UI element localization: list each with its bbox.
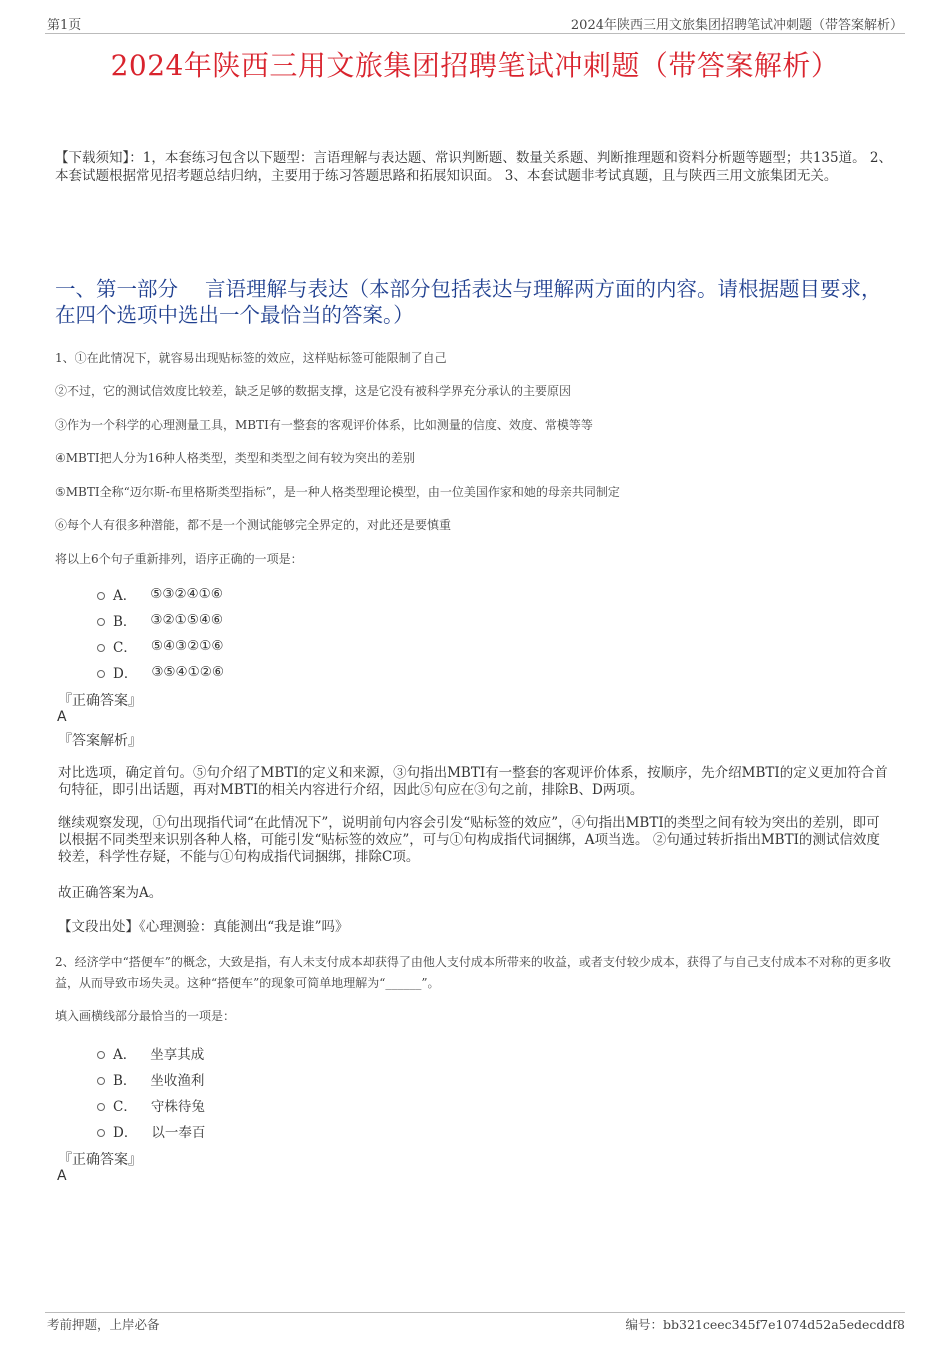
radio-icon[interactable] — [97, 1129, 105, 1137]
option-letter: C． — [113, 640, 137, 656]
q2-option-c[interactable] — [97, 1095, 205, 1115]
option-letter: A． — [113, 1047, 137, 1063]
q2-stem: 2、经济学中“搭便车”的概念，大致是指，有人未支付成本却获得了由他人支付成本所带来的收益，或者支付较少成本，获得了与自己支付成本不对称的更多收益，从而导致市场失灵。这种“搭便车”的现象可简单地理解为“______”。 — [55, 955, 891, 990]
option-text: ⑤③②④①⑥ — [150, 586, 223, 602]
option-text: 守株待兔 — [150, 1099, 205, 1115]
q1-sentence-6: ⑥每个人有很多种潜能，都不是一个测试能够完全界定的，对此还是要慎重 — [55, 518, 452, 532]
option-letter: A． — [113, 588, 137, 604]
option-letter: B． — [113, 1073, 137, 1089]
option-text: 坐收渔利 — [150, 1073, 205, 1089]
page-number: 第1页 — [47, 18, 82, 33]
option-text: ③⑤④①②⑥ — [151, 664, 224, 680]
download-notice: 【下载须知】：1，本套练习包含以下题型：言语理解与表达题、常识判断题、数量关系题、判断推理题和资料分析题等题型；共135道。 2、本套试题根据常见招考题总结归纳，主要用于练习答题思路和拓展知识面。 3、本套试题非考试真题，且与陕西三用文旅集团无关。 — [55, 150, 892, 184]
q2-answer-label: 『正确答案』 — [58, 1152, 142, 1168]
option-text: ⑤④③②①⑥ — [150, 638, 224, 654]
q2-option-a[interactable] — [97, 1043, 204, 1063]
q1-answer: A — [57, 709, 67, 725]
footer-doc-id: 编号：bb321ceec345f7e1074d52a5edecddf8 — [625, 1317, 905, 1332]
q1-option-c[interactable] — [97, 636, 223, 656]
q1-sentence-5: ⑤MBTI全称“迈尔斯-布里格斯类型指标”，是一种人格类型理论模型，由一位美国作家和她的母亲共同制定 — [55, 485, 620, 499]
q1-analysis-paragraph-1: 对比选项，确定首句。⑤句介绍了MBTI的定义和来源，③句指出MBTI有一整套的客观评价体系，按顺序，先介绍MBTI的定义更加符合首句特征，即引出话题，再对MBTI的相关内容进行介绍，因此⑤句应在③句之前，排除B、D两项。 — [58, 765, 888, 798]
radio-icon[interactable] — [97, 1077, 105, 1085]
option-letter: B． — [113, 614, 137, 630]
q1-answer-label: 『正确答案』 — [58, 693, 142, 709]
radio-icon[interactable] — [97, 1051, 105, 1059]
radio-icon[interactable] — [97, 592, 105, 600]
q1-option-d[interactable] — [97, 662, 224, 682]
radio-icon[interactable] — [97, 670, 105, 678]
option-letter: C． — [113, 1099, 137, 1115]
q1-source: 【文段出处】《心理测验：真能测出“我是谁”吗》 — [58, 919, 349, 935]
header-divider — [45, 33, 905, 34]
document-title: 2024年陕西三用文旅集团招聘笔试冲刺题（带答案解析） — [110, 49, 840, 82]
header-doc-title: 2024年陕西三用文旅集团招聘笔试冲刺题（带答案解析） — [570, 18, 903, 33]
q1-analysis-conclusion: 故正确答案为A。 — [58, 885, 163, 901]
section-title: 一、第一部分 言语理解与表达（本部分包括表达与理解两方面的内容。请根据题目要求，在四个选项中选出一个最恰当的答案。） — [55, 277, 882, 327]
radio-icon[interactable] — [97, 644, 105, 652]
q1-option-a[interactable] — [97, 584, 223, 604]
q1-sentence-2: ②不过，它的测试信效度比较差，缺乏足够的数据支撑，这是它没有被科学界充分承认的主要原因 — [55, 384, 572, 398]
radio-icon[interactable] — [97, 618, 105, 626]
option-text: 坐享其成 — [150, 1047, 205, 1063]
option-text: ③②①⑤④⑥ — [150, 612, 224, 628]
q1-analysis-label: 『答案解析』 — [58, 733, 142, 749]
q1-sentence-3: ③作为一个科学的心理测量工具，MBTI有一整套的客观评价体系，比如测量的信度、效度、常模等等 — [55, 418, 593, 432]
q1-option-b[interactable] — [97, 610, 223, 630]
radio-icon[interactable] — [97, 1103, 105, 1111]
q2-answer: A — [57, 1168, 67, 1184]
q1-prompt: 将以上6个句子重新排列，语序正确的一项是： — [55, 552, 303, 566]
option-letter: D． — [113, 666, 138, 682]
footer-slogan: 考前押题，上岸必备 — [47, 1317, 160, 1332]
footer-divider — [45, 1312, 905, 1313]
option-letter: D． — [113, 1125, 138, 1141]
q2-option-b[interactable] — [97, 1069, 204, 1089]
q2-prompt: 填入画横线部分最恰当的一项是： — [55, 1009, 236, 1023]
q1-sentence-1: 1、①在此情况下，就容易出现贴标签的效应，这样贴标签可能限制了自己 — [55, 351, 447, 365]
option-text: 以一奉百 — [151, 1125, 206, 1141]
q2-option-d[interactable] — [97, 1121, 205, 1141]
q1-analysis-paragraph-2: 继续观察发现，①句出现指代词“在此情况下”，说明前句内容会引发“贴标签的效应”，④句指出MBTI的类型之间有较为突出的差别，即可以根据不同类型来识别各种人格，可能引发“贴标签的效应”，可与①句构成指代词捆绑，A项当选。 ②句通过转折指出MBTI的测试信效度较差，科学性存疑，不能与①句构成指代词捆绑，排除C项。 — [58, 815, 880, 865]
q1-sentence-4: ④MBTI把人分为16种人格类型，类型和类型之间有较为突出的差别 — [55, 451, 415, 465]
